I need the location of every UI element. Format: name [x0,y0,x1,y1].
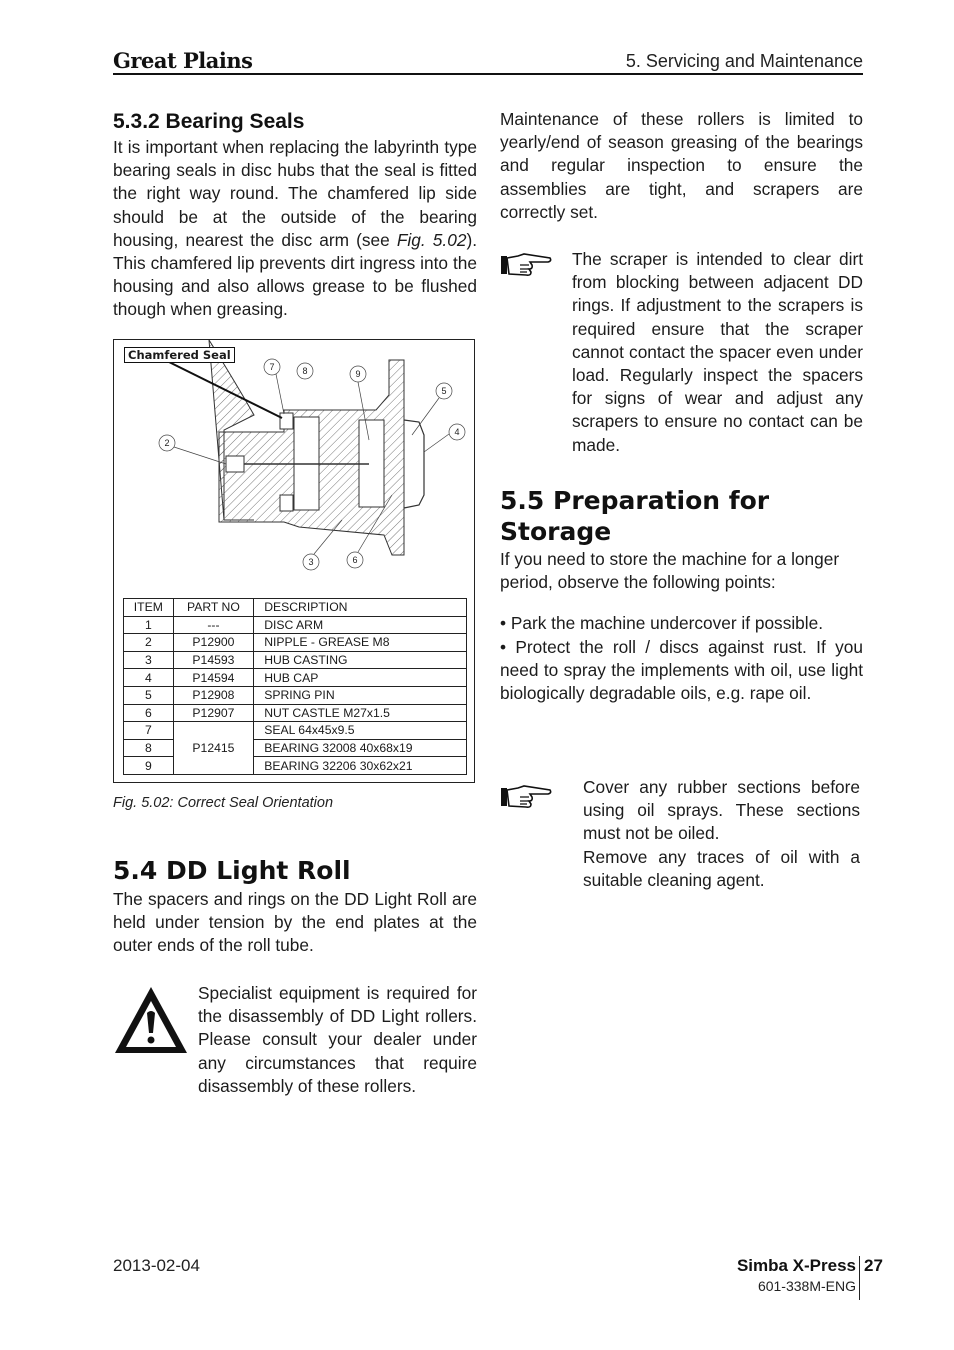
footer-divider [859,1256,860,1300]
parts-table [123,598,467,775]
cell-desc: SPRING PIN [254,686,467,704]
oil-spray-note-text: Cover any rubber sections before using oil sprays. These sections must not be oiled. [583,777,860,844]
table-row [124,686,467,704]
svg-text:7: 7 [269,362,275,372]
table-row [124,616,467,634]
svg-text:5: 5 [441,386,447,396]
cell-desc: HUB CASTING [254,651,467,669]
cell-desc: HUB CAP [254,669,467,687]
storage-heading: 5.5 Preparation for Storage [500,486,770,546]
storage-section [500,485,863,705]
svg-text:8: 8 [302,366,308,376]
cell-part: P12908 [173,686,254,704]
cell-item: 3 [124,651,174,669]
footer-doc-code: 601-338M-ENG [757,1278,856,1294]
cell-item: 1 [124,616,174,634]
bearing-seals-text: It is important when replacing the labyrinth type bearing seals in disc hubs that the seal is fitted the right way round. The chamfered lip side should be at the outside of the bearing housing, nearest the disc arm (see Fig. 5.02). This chamfered lip prevents dirt ingress into the housing and also allows grease to be flushed though when greasing. [113,137,478,320]
dd-light-roll-heading: 5.4 DD Light Roll [113,856,351,885]
storage-intro-text: If you need to store the machine for a longer period, observe the following points: [500,549,840,593]
maintenance-intro-section [500,108,863,224]
cell-item: 9 [124,757,174,775]
header-part-no: PART NO [173,599,254,617]
cell-part: P12907 [173,704,254,722]
oil-removal-note-text: Remove any traces of oil with a suitable cleaning agent. [583,846,860,890]
footer-date: 2013-02-04 [113,1256,200,1275]
cell-item: 5 [124,686,174,704]
cell-part: P12900 [173,634,254,652]
header-item: ITEM [124,599,174,617]
dd-light-roll-section [113,855,477,958]
cell-part: P12415 [173,722,254,775]
svg-text:9: 9 [355,369,361,379]
figure-reference: Fig. 5.02 [396,229,467,250]
table-row [124,669,467,687]
svg-text:2: 2 [164,438,170,448]
cell-desc: BEARING 32008 40x68x19 [254,739,467,757]
cell-item: 4 [124,669,174,687]
figure-seal-orientation [113,339,475,783]
table-row [124,722,467,740]
dd-light-roll-text: The spacers and rings on the DD Light Roll are held under tension by the end plates at the outer ends of the roll tube. [113,889,477,956]
cell-item: 8 [124,739,174,757]
pointing-hand-icon [500,252,552,278]
bearing-seals-heading: 5.3.2 Bearing Seals [113,110,305,133]
storage-bullet: • Protect the roll / discs against rust. If you need to spray the implements with oil, use light biologically degradable oils, e.g. rape oil. [500,636,863,704]
brand-logo: Great Plains [113,48,253,73]
scraper-note-text: The scraper is intended to clear dirt from blocking between adjacent DD rings. If adjustment to the scrapers is required ensure that the scraper cannot contact the spacer even under load. Regularly inspect the spacers for signs of wear and adjust any scrapers to ensure no contact can be made. [572,249,863,455]
svg-text:3: 3 [308,557,314,567]
table-row [124,634,467,652]
pointing-hand-icon [500,784,552,810]
maintenance-intro-text: Maintenance of these rollers is limited to yearly/end of season greasing of the bearings and regular inspection to ensure the assemblies are tight, and scrapers are correctly set. [500,109,863,222]
cell-part: P14594 [173,669,254,687]
table-row [124,704,467,722]
footer-product-title: Simba X-Press [736,1256,856,1275]
svg-text:4: 4 [454,427,460,437]
cell-desc: BEARING 32206 30x62x21 [254,757,467,775]
cell-part: --- [173,616,254,634]
cell-desc: NUT CASTLE M27x1.5 [254,704,467,722]
table-row [124,651,467,669]
cell-part: P14593 [173,651,254,669]
cell-desc: DISC ARM [254,616,467,634]
hub-cross-section-drawing [114,340,474,595]
figure-caption: Fig. 5.02: Correct Seal Orientation [113,795,334,811]
bearing-seals-section [113,108,477,322]
warning-triangle-icon [113,985,189,1055]
cell-item: 6 [124,704,174,722]
cell-item: 2 [124,634,174,652]
svg-text:6: 6 [352,555,358,565]
cell-item: 7 [124,722,174,740]
storage-bullet: • Park the machine undercover if possible. [500,613,824,634]
warning-text: Specialist equipment is required for the disassembly of DD Light rollers. Please consult your dealer under any circumstances that require disassembly of these rollers. [198,983,477,1096]
table-header-row [124,599,467,617]
header-rule [113,73,863,75]
section-title: 5. Servicing and Maintenance [625,51,863,71]
page-number: 27 [864,1256,883,1275]
header-description: DESCRIPTION [254,599,467,617]
cell-desc: NIPPLE - GREASE M8 [254,634,467,652]
chamfered-seal-label: Chamfered Seal [124,347,235,363]
cell-desc: SEAL 64x45x9.5 [254,722,467,740]
